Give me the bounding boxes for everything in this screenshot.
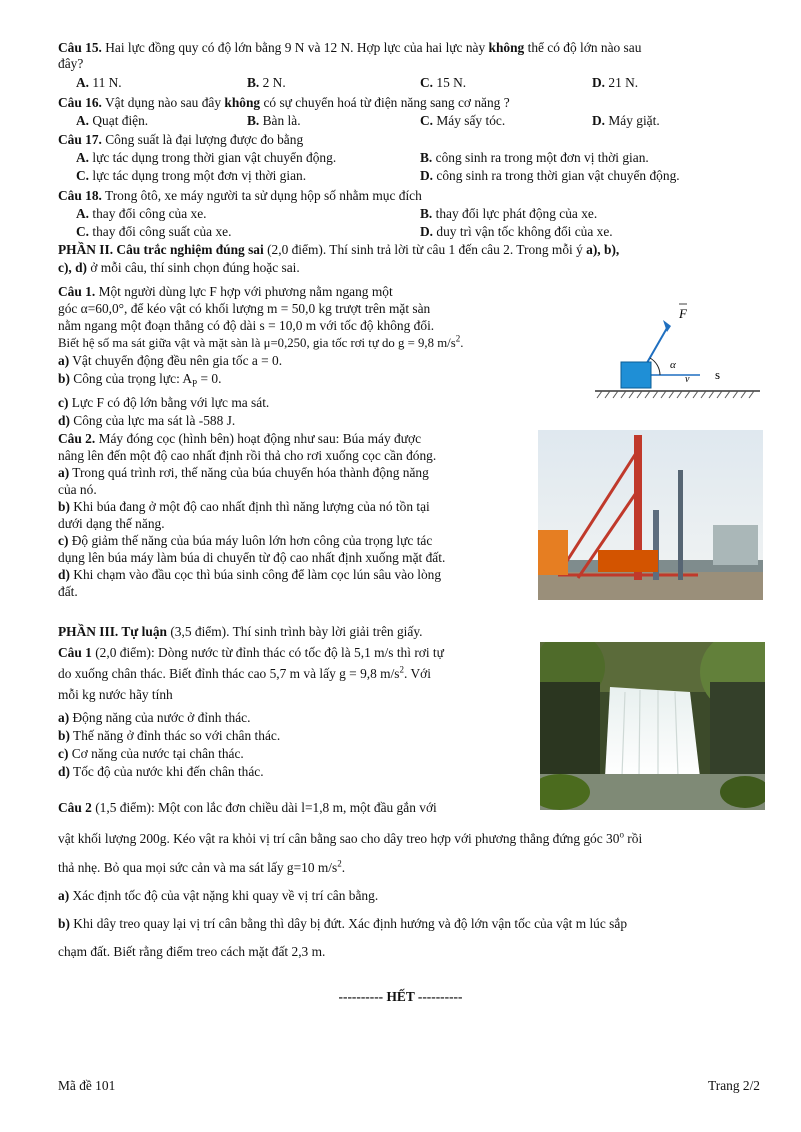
q17-stem: Câu 17. Công suất là đại lượng được đo bằng — [58, 132, 304, 147]
p2q2-line1: Câu 2. Máy đóng cọc (hình bên) hoạt động như sau: Búa máy được — [58, 431, 422, 446]
q15-stem: Câu 15. Hai lực đồng quy có độ lớn bằng 9 N và 12 N. Hợp lực của hai lực này không thể có độ lớn nào sau — [58, 40, 642, 55]
p3q2-item-b: b) Khi dây treo quay lại vị trí cân bằng thì dây bị đứt. Xác định hướng và độ lớn vận tốc của vật m lúc sắp — [58, 916, 628, 931]
part2-heading: PHẦN II. Câu trắc nghiệm đúng sai (2,0 điểm). Thí sinh trả lời từ câu 1 đến câu 2. Trong mỗi ý a), b), — [58, 242, 620, 257]
q15-option-d: D. 21 N. — [592, 75, 639, 90]
q15-option-b: B. 2 N. — [247, 75, 286, 90]
ground-hatch — [597, 391, 754, 398]
q18-option-c: C. thay đổi công suất của xe. — [76, 224, 232, 239]
part3-heading: PHẦN III. Tự luận (3,5 điểm). Thí sinh trình bày lời giải trên giấy. — [58, 624, 423, 639]
p3q1-item-a: a) Động năng của nước ở đỉnh thác. — [58, 710, 251, 725]
pile-driver-photo — [538, 430, 763, 600]
p2q1-line3: nằm ngang một đoạn thẳng có độ dài s = 10,0 m với tốc độ không đổi. — [58, 318, 435, 333]
p2q1-item-d: d) Công của lực ma sát là -588 J. — [58, 413, 236, 428]
q15-stem-cont: đây? — [58, 56, 84, 71]
force-diagram — [585, 290, 765, 420]
p2q2-item-b-cont: dưới dạng thế năng. — [58, 516, 165, 531]
p2q1-line2: góc α=60,0°, để kéo vật có khối lượng m = 50,0 kg trượt trên mặt sàn — [58, 301, 431, 316]
waterfall — [605, 687, 700, 777]
waterfall-photo — [540, 642, 765, 810]
p3q1-line2: do xuống chân thác. Biết đỉnh thác cao 5,7 m và lấy g = 9,8 $m/s^2$. Với — [58, 664, 431, 681]
end-mark: ---------- HẾT ---------- — [338, 989, 463, 1004]
p3q1-item-d: d) Tốc độ của nước khi đến chân thác. — [58, 764, 264, 779]
p2q2-line2: nâng lên đến một độ cao nhất định rồi thả cho rơi xuống cọc cần đóng. — [58, 448, 437, 463]
p3q2-item-b-cont: chạm đất. Biết rằng điểm treo cách mặt đất 2,3 m. — [58, 944, 326, 959]
p3q1-line1: Câu 1 (2,0 điểm): Dòng nước từ đỉnh thác có tốc độ là 5,1 m/s thì rơi tự — [58, 645, 444, 660]
p3q1-line3: mỗi kg nước hãy tính — [58, 687, 173, 702]
q18-option-a: A. thay đổi công của xe. — [76, 206, 207, 221]
footer-page-number: Trang 2/2 — [708, 1078, 760, 1093]
q18-option-d: D. duy trì vận tốc không đổi của xe. — [420, 224, 613, 239]
part2-heading-cont: c), d) ở mỗi câu, thí sinh chọn đúng hoặc sai. — [58, 260, 300, 275]
p2q2-item-a-cont: của nó. — [58, 482, 97, 497]
p3q2-line1: Câu 2 (1,5 điểm): Một con lắc đơn chiều dài l=1,8 m, một đầu gắn với — [58, 800, 437, 815]
q16-option-b: B. Bàn là. — [247, 113, 301, 128]
q16-option-a: A. Quạt điện. — [76, 113, 149, 128]
label-s: s — [715, 367, 721, 382]
q15-option-a: A. 11 N. — [76, 75, 122, 90]
q15-option-c: C. 15 N. — [420, 75, 467, 90]
p2q2-item-d-cont: đất. — [58, 584, 78, 599]
force-arrowhead — [663, 320, 671, 332]
p2q2-item-b: b) Khi búa đang ở một độ cao nhất định thì năng lượng của nó tồn tại — [58, 499, 430, 514]
q17-option-d: D. công sinh ra trong thời gian vật chuyển động. — [420, 168, 680, 183]
label-v: v — [685, 374, 690, 385]
p2q1-item-b: b) Công của trọng lực: $A_P = 0$. — [58, 371, 222, 389]
label-F: F — [679, 306, 687, 321]
p3q2-line3: thả nhẹ. Bỏ qua mọi sức cản và ma sát lấy g=10 $m/s^2$. — [58, 858, 346, 875]
p2q2-item-c-cont: dụng lên búa máy làm búa di chuyển từ độ cao nhất định xuống mặt đất. — [58, 550, 446, 565]
q16-option-c: C. Máy sấy tóc. — [420, 113, 506, 128]
p2q1-item-c: c) Lực F có độ lớn bằng với lực ma sát. — [58, 395, 270, 410]
p3q2-line2: vật khối lượng 200g. Kéo vật ra khỏi vị trí cân bằng sao cho dây treo hợp với phương thẳng đứng góc 30$^o$ rồi — [58, 829, 643, 846]
p3q2-item-a: a) Xác định tốc độ của vật nặng khi quay về vị trí cân bằng. — [58, 888, 379, 903]
q18-stem: Câu 18. Trong ôtô, xe máy người ta sử dụng hộp số nhằm mục đích — [58, 188, 422, 203]
machine-body — [598, 550, 658, 572]
label-alpha: α — [670, 359, 676, 371]
p3q1-item-b: b) Thế năng ở đỉnh thác so với chân thác. — [58, 728, 281, 743]
p2q1-line4: Biết hệ số ma sát giữa vật và mặt sàn là μ=0,250, gia tốc rơi tự do g = 9,8 $m/s^2$. — [58, 333, 464, 350]
p2q1-item-a: a) Vật chuyển động đều nên gia tốc a = 0. — [58, 353, 283, 368]
footer-exam-code: Mã đề 101 — [58, 1078, 116, 1093]
q16-stem: Câu 16. Vật dụng nào sau đây không có sự chuyển hoá từ điện năng sang cơ năng ? — [58, 95, 510, 110]
p2q1-line1: Câu 1. Một người dùng lực F hợp với phương nằm ngang một — [58, 284, 393, 299]
q18-option-b: B. thay đổi lực phát động của xe. — [420, 206, 598, 221]
p2q2-item-a: a) Trong quá trình rơi, thế năng của búa chuyển hóa thành động năng — [58, 465, 429, 480]
q17-option-b: B. công sinh ra trong một đơn vị thời gian. — [420, 150, 649, 165]
p3q1-item-c: c) Cơ năng của nước tại chân thác. — [58, 746, 244, 761]
p2q2-item-d: d) Khi chạm vào đầu cọc thì búa sinh công để làm cọc lún sâu vào lòng — [58, 567, 442, 582]
q17-option-c: C. lực tác dụng trong một đơn vị thời gian. — [76, 168, 307, 183]
block — [621, 362, 651, 388]
q17-option-a: A. lực tác dụng trong thời gian vật chuyển động. — [76, 150, 337, 165]
q16-option-d: D. Máy giặt. — [592, 113, 660, 128]
p2q2-item-c: c) Độ giảm thế năng của búa máy luôn lớn hơn công của trọng lực tác — [58, 533, 433, 548]
